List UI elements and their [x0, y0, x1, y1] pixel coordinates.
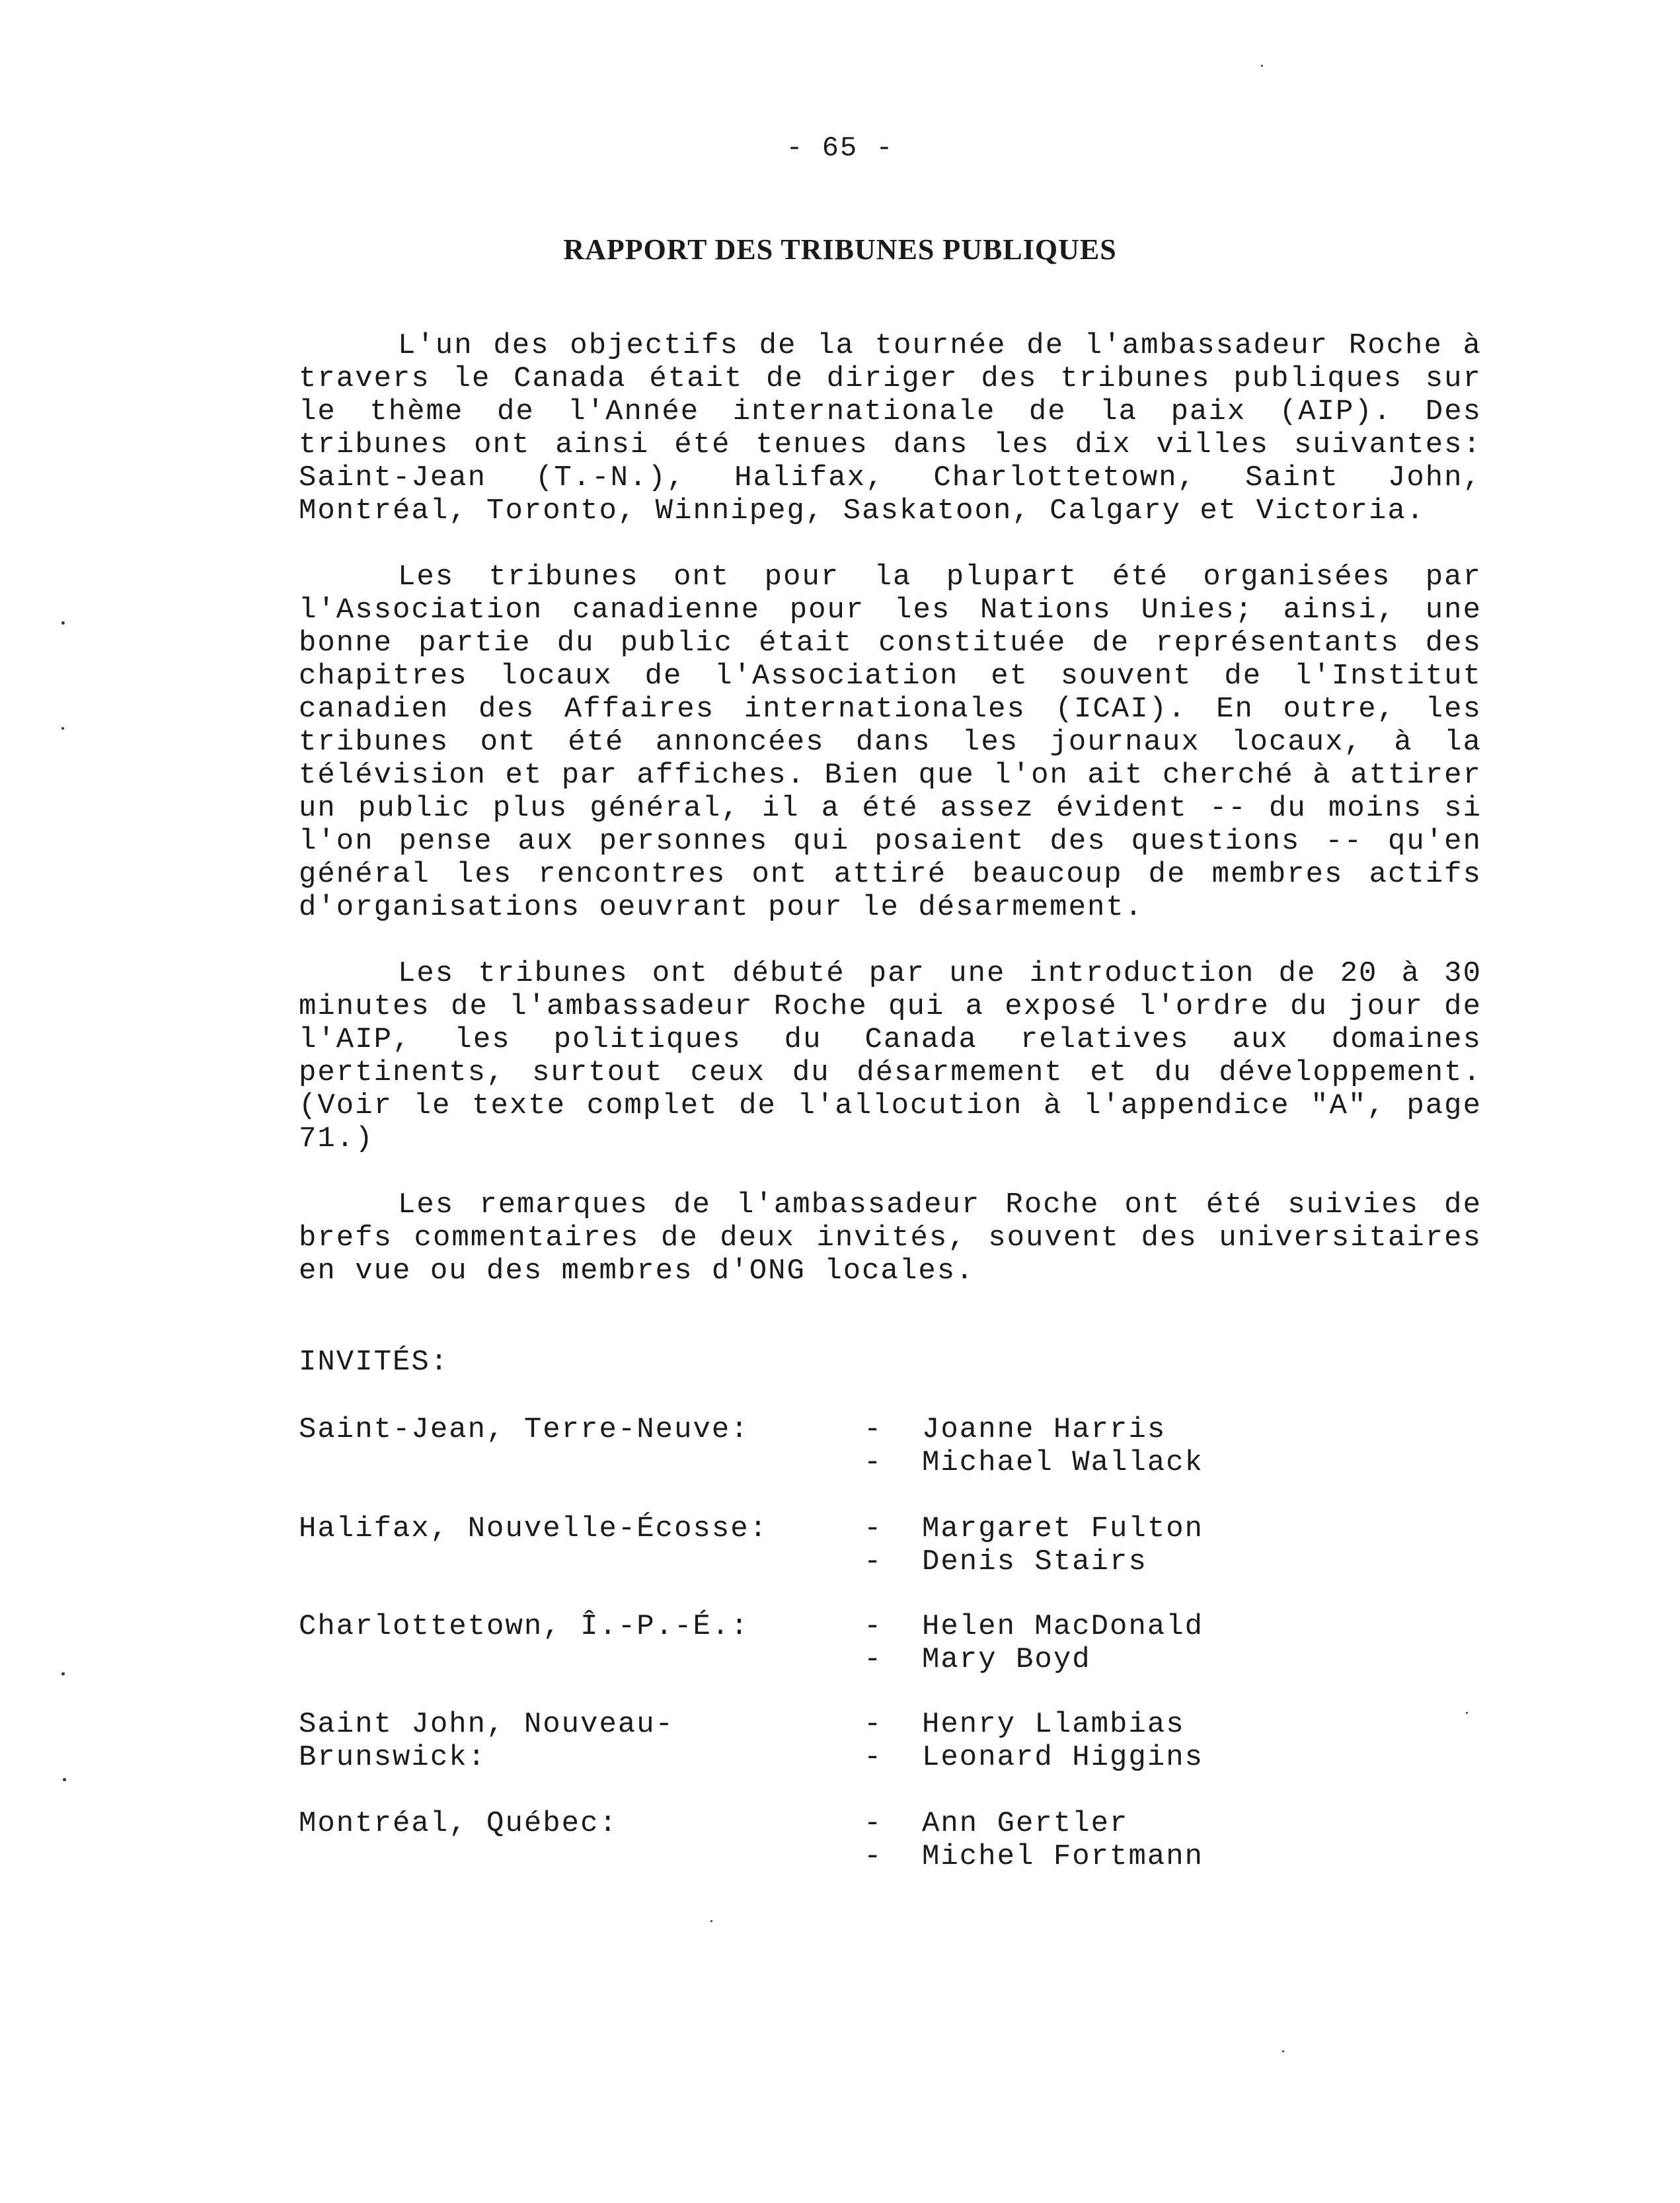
dash: - — [864, 1708, 883, 1741]
guest-name: Margaret Fulton — [922, 1512, 1204, 1545]
guest-name-row — [864, 1807, 1326, 1840]
guest-name: Ann Gertler — [922, 1807, 1129, 1840]
guest-city — [299, 1708, 801, 1774]
guest-name-row — [864, 1840, 1326, 1873]
guest-name-row — [864, 1610, 1326, 1643]
scan-speck — [61, 1672, 65, 1676]
guest-names — [864, 1708, 1326, 1774]
dash: - — [864, 1807, 883, 1840]
city-line: Halifax, Nouvelle-Écosse: — [299, 1512, 769, 1545]
guests-heading: INVITÉS: — [299, 1346, 449, 1379]
dash: - — [864, 1610, 883, 1643]
guest-group — [299, 1413, 1290, 1479]
city-line: Brunswick: — [299, 1741, 487, 1774]
guest-name: Michel Fortmann — [922, 1840, 1204, 1873]
guest-name-row — [864, 1413, 1326, 1446]
scan-speck — [710, 1920, 712, 1922]
guest-group — [299, 1610, 1290, 1676]
scan-speck — [61, 621, 65, 625]
dash: - — [864, 1545, 883, 1578]
guest-city — [299, 1807, 801, 1840]
dash: - — [864, 1446, 883, 1479]
scan-speck — [1261, 65, 1263, 67]
dash: - — [864, 1840, 883, 1873]
city-line: Saint-Jean, Terre-Neuve: — [299, 1413, 749, 1446]
guest-names — [864, 1413, 1326, 1479]
city-line: Charlottetown, Î.-P.-É.: — [299, 1610, 749, 1643]
scan-speck — [61, 727, 64, 730]
page-title: RAPPORT DES TRIBUNES PUBLIQUES — [563, 233, 1117, 266]
guest-city — [299, 1413, 801, 1446]
guest-group — [299, 1807, 1290, 1873]
guest-name: Henry Llambias — [922, 1708, 1185, 1741]
guest-name-row — [864, 1708, 1326, 1741]
guest-name: Leonard Higgins — [922, 1741, 1204, 1774]
dash: - — [864, 1512, 883, 1545]
guest-names — [864, 1807, 1326, 1873]
paragraph: Les tribunes ont pour la plupart été organisées par l'Association canadienne pour les Nations Unies; ainsi, une bonne partie du public était constituée de représentants des chapitres locaux de l'Association et souvent de l'Institut canadien des Affaires internationales (ICAI). En outre, les tribunes ont été annoncées dans les journaux locaux, à la télévision et par affiches. Bien que l'on ait cherché à attirer un public plus général, il a été assez évident -- du moins si l'on pense aux personnes qui posaient des questions -- qu'en général les rencontres ont attiré beaucoup de membres actifs d'organisations oeuvrant pour le désarmement. — [299, 560, 1482, 924]
guest-name-row — [864, 1741, 1326, 1774]
page-number: - 65 - — [786, 132, 894, 164]
guest-name-row — [864, 1512, 1326, 1545]
guest-name: Joanne Harris — [922, 1413, 1166, 1446]
guest-group — [299, 1708, 1290, 1774]
paragraph: Les tribunes ont débuté par une introduction de 20 à 30 minutes de l'ambassadeur Roche qui a exposé l'ordre du jour de l'AIP, les politiques du Canada relatives aux domaines pertinents, surtout ceux du désarmement et du développement. (Voir le texte complet de l'allocution à l'appendice "A", page 71.) — [299, 957, 1482, 1155]
scan-speck — [1282, 2050, 1284, 2052]
scan-speck — [63, 1778, 66, 1781]
scan-speck — [1466, 1712, 1468, 1714]
guest-name-row — [864, 1643, 1326, 1676]
dash: - — [864, 1741, 883, 1774]
guest-name-row — [864, 1446, 1326, 1479]
guest-name: Michael Wallack — [922, 1446, 1204, 1479]
guest-group — [299, 1512, 1290, 1578]
guest-names — [864, 1610, 1326, 1676]
city-line: Montréal, Québec: — [299, 1807, 618, 1840]
guest-name: Mary Boyd — [922, 1643, 1091, 1676]
guest-name: Denis Stairs — [922, 1545, 1147, 1578]
dash: - — [864, 1413, 883, 1446]
guest-name-row — [864, 1545, 1326, 1578]
guest-city — [299, 1610, 801, 1643]
paragraph: Les remarques de l'ambassadeur Roche ont été suivies de brefs commentaires de deux invités, souvent des universitaires en vue ou des membres d'ONG locales. — [299, 1188, 1482, 1288]
paragraph: L'un des objectifs de la tournée de l'ambassadeur Roche à travers le Canada était de diriger des tribunes publiques sur le thème de l'Année internationale de la paix (AIP). Des tribunes ont ainsi été tenues dans les dix villes suivantes: Saint-Jean (T.-N.), Halifax, Charlottetown, Saint John, Montréal, Toronto, Winnipeg, Saskatoon, Calgary et Victoria. — [299, 329, 1482, 527]
guest-names — [864, 1512, 1326, 1578]
guest-city — [299, 1512, 801, 1545]
body-text — [299, 329, 1482, 1321]
guest-name: Helen MacDonald — [922, 1610, 1204, 1643]
city-line: Saint John, Nouveau- — [299, 1708, 675, 1741]
dash: - — [864, 1643, 883, 1676]
